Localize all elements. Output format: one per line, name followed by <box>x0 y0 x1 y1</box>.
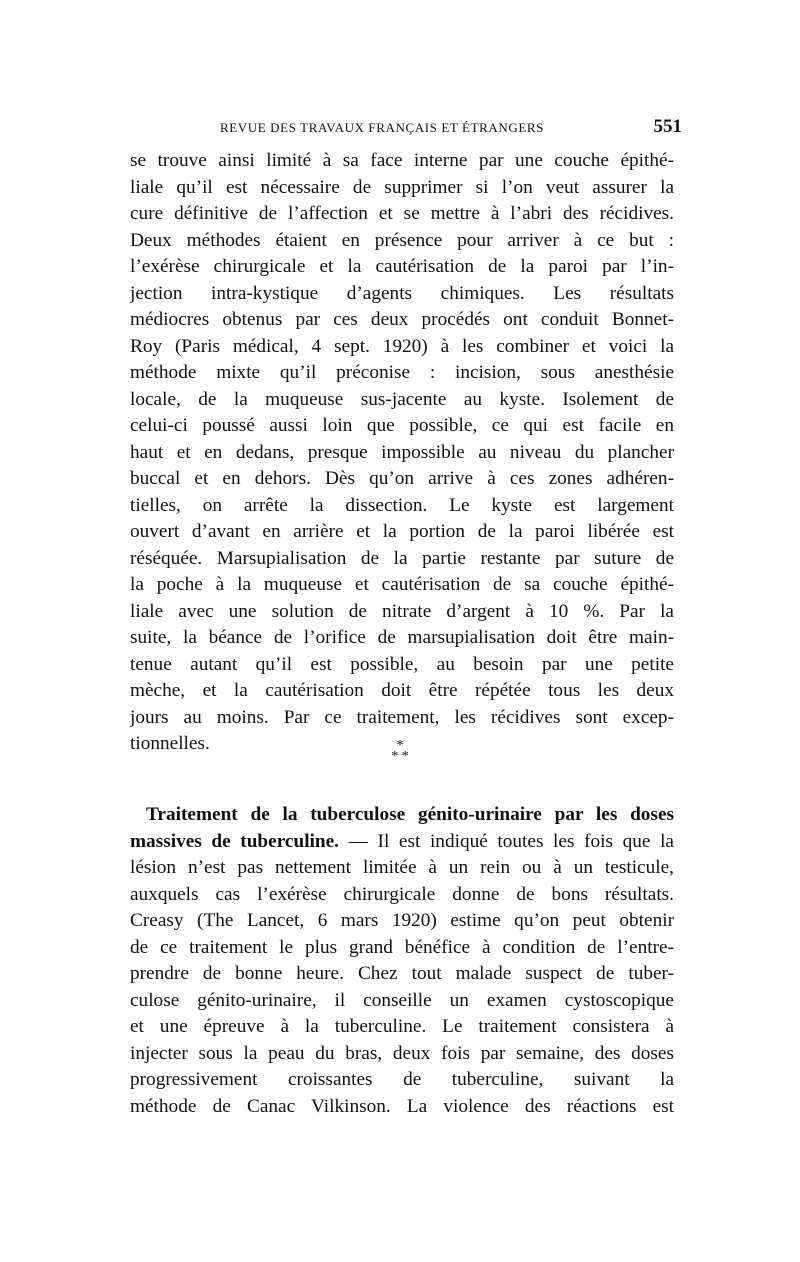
text-line: jours au moins. Par ce traitement, les récidives sont excep- <box>130 706 674 728</box>
text-line: mèche, et la cautérisation doit être répétée tous les deux <box>130 680 674 701</box>
text-line: progressivement croissantes de tuberculine, suivant la <box>130 1069 674 1090</box>
section-heading: Traitement de la tuberculose génito-urinaire par les doses <box>146 804 674 825</box>
paragraph-tuberculosis-treatment <box>130 802 674 1120</box>
text-line: tionnelles. <box>130 733 210 754</box>
text-line: de ce traitement le plus grand bénéfice à condition de l’entre- <box>130 936 674 958</box>
text-line: tielles, on arrête la dissection. Le kyste est largement <box>130 494 674 516</box>
running-head-title: REVUE DES TRAVAUX FRANÇAIS ET ÉTRANGERS <box>220 120 545 135</box>
text-line: se trouve ainsi limité à sa face interne par une couche épithé- <box>130 150 674 171</box>
section-separator-asterism <box>380 740 420 762</box>
running-head <box>130 116 682 140</box>
text-line: lésion n’est pas nettement limitée à un rein ou à un testicule, <box>130 857 674 878</box>
text-line: tenue autant qu’il est possible, au besoin par une petite <box>130 653 674 675</box>
text-line: réséquée. Marsupialisation de la partie restante par suture de <box>130 547 674 569</box>
section-heading-end: massives de tuberculine. <box>130 830 340 852</box>
text-line: Roy (Paris médical, 4 sept. 1920) à les combiner et voici la <box>130 335 674 357</box>
text-line: celui-ci poussé aussi loin que possible, ce qui est facile en <box>130 415 674 436</box>
text-line: liale avec une solution de nitrate d’argent à 10 %. Par la <box>130 600 674 622</box>
text-line: culose génito-urinaire, il conseille un examen cystoscopique <box>130 989 674 1011</box>
section-heading-continuation <box>130 829 674 856</box>
text-line: haut et en dedans, presque impossible au niveau du plancher <box>130 441 674 463</box>
asterism-bottom-stars: * * <box>391 749 409 764</box>
text-line: prendre de bonne heure. Chez tout malade suspect de tuber- <box>130 963 674 984</box>
text-line: locale, de la muqueuse sus-jacente au kyste. Isolement de <box>130 388 674 410</box>
text-line: ouvert d’avant en arrière et la portion de la paroi libérée est <box>130 521 674 542</box>
text-line: liale qu’il est nécessaire de supprimer si l’on veut assurer la <box>130 176 674 198</box>
text-line: méthode de Canac Vilkinson. La violence des réactions est <box>130 1095 674 1117</box>
text-line: buccal et en dehors. Dès qu’on arrive à ces zones adhéren- <box>130 468 674 489</box>
text-line: et une épreuve à la tuberculine. Le traitement consistera à <box>130 1016 674 1037</box>
page-number: 551 <box>653 116 682 137</box>
text-line: la poche à la muqueuse et cautérisation de sa couche épithé- <box>130 574 674 595</box>
text-line: méthode mixte qu’il préconise : incision, sous anesthésie <box>130 362 674 383</box>
section-body-lines <box>130 855 674 1120</box>
paragraph-kyste-treatment <box>130 148 674 758</box>
asterism-top-star: * <box>396 738 404 753</box>
text-line: médiocres obtenus par ces deux procédés ont conduit Bonnet- <box>130 309 674 330</box>
text-line: cure définitive de l’affection et se mettre à l’abri des récidives. <box>130 203 674 224</box>
text-line: Deux méthodes étaient en présence pour arriver à ce but : <box>130 229 674 251</box>
text-line: suite, la béance de l’orifice de marsupialisation doit être main- <box>130 627 674 648</box>
text-line: injecter sous la peau du bras, deux fois par semaine, des doses <box>130 1042 674 1064</box>
text-line: l’exérèse chirurgicale et la cautérisation de la paroi par l’in- <box>130 256 674 277</box>
text-line: jection intra-kystique d’agents chimiques. Les résultats <box>130 282 674 304</box>
text-line: auxquels cas l’exérèse chirurgicale donne de bons résultats. <box>130 883 674 905</box>
text-line: Creasy (The Lancet, 6 mars 1920) estime qu’on peut obtenir <box>130 910 674 931</box>
section-intro-text: — Il est indiqué toutes les fois que la <box>339 830 674 852</box>
